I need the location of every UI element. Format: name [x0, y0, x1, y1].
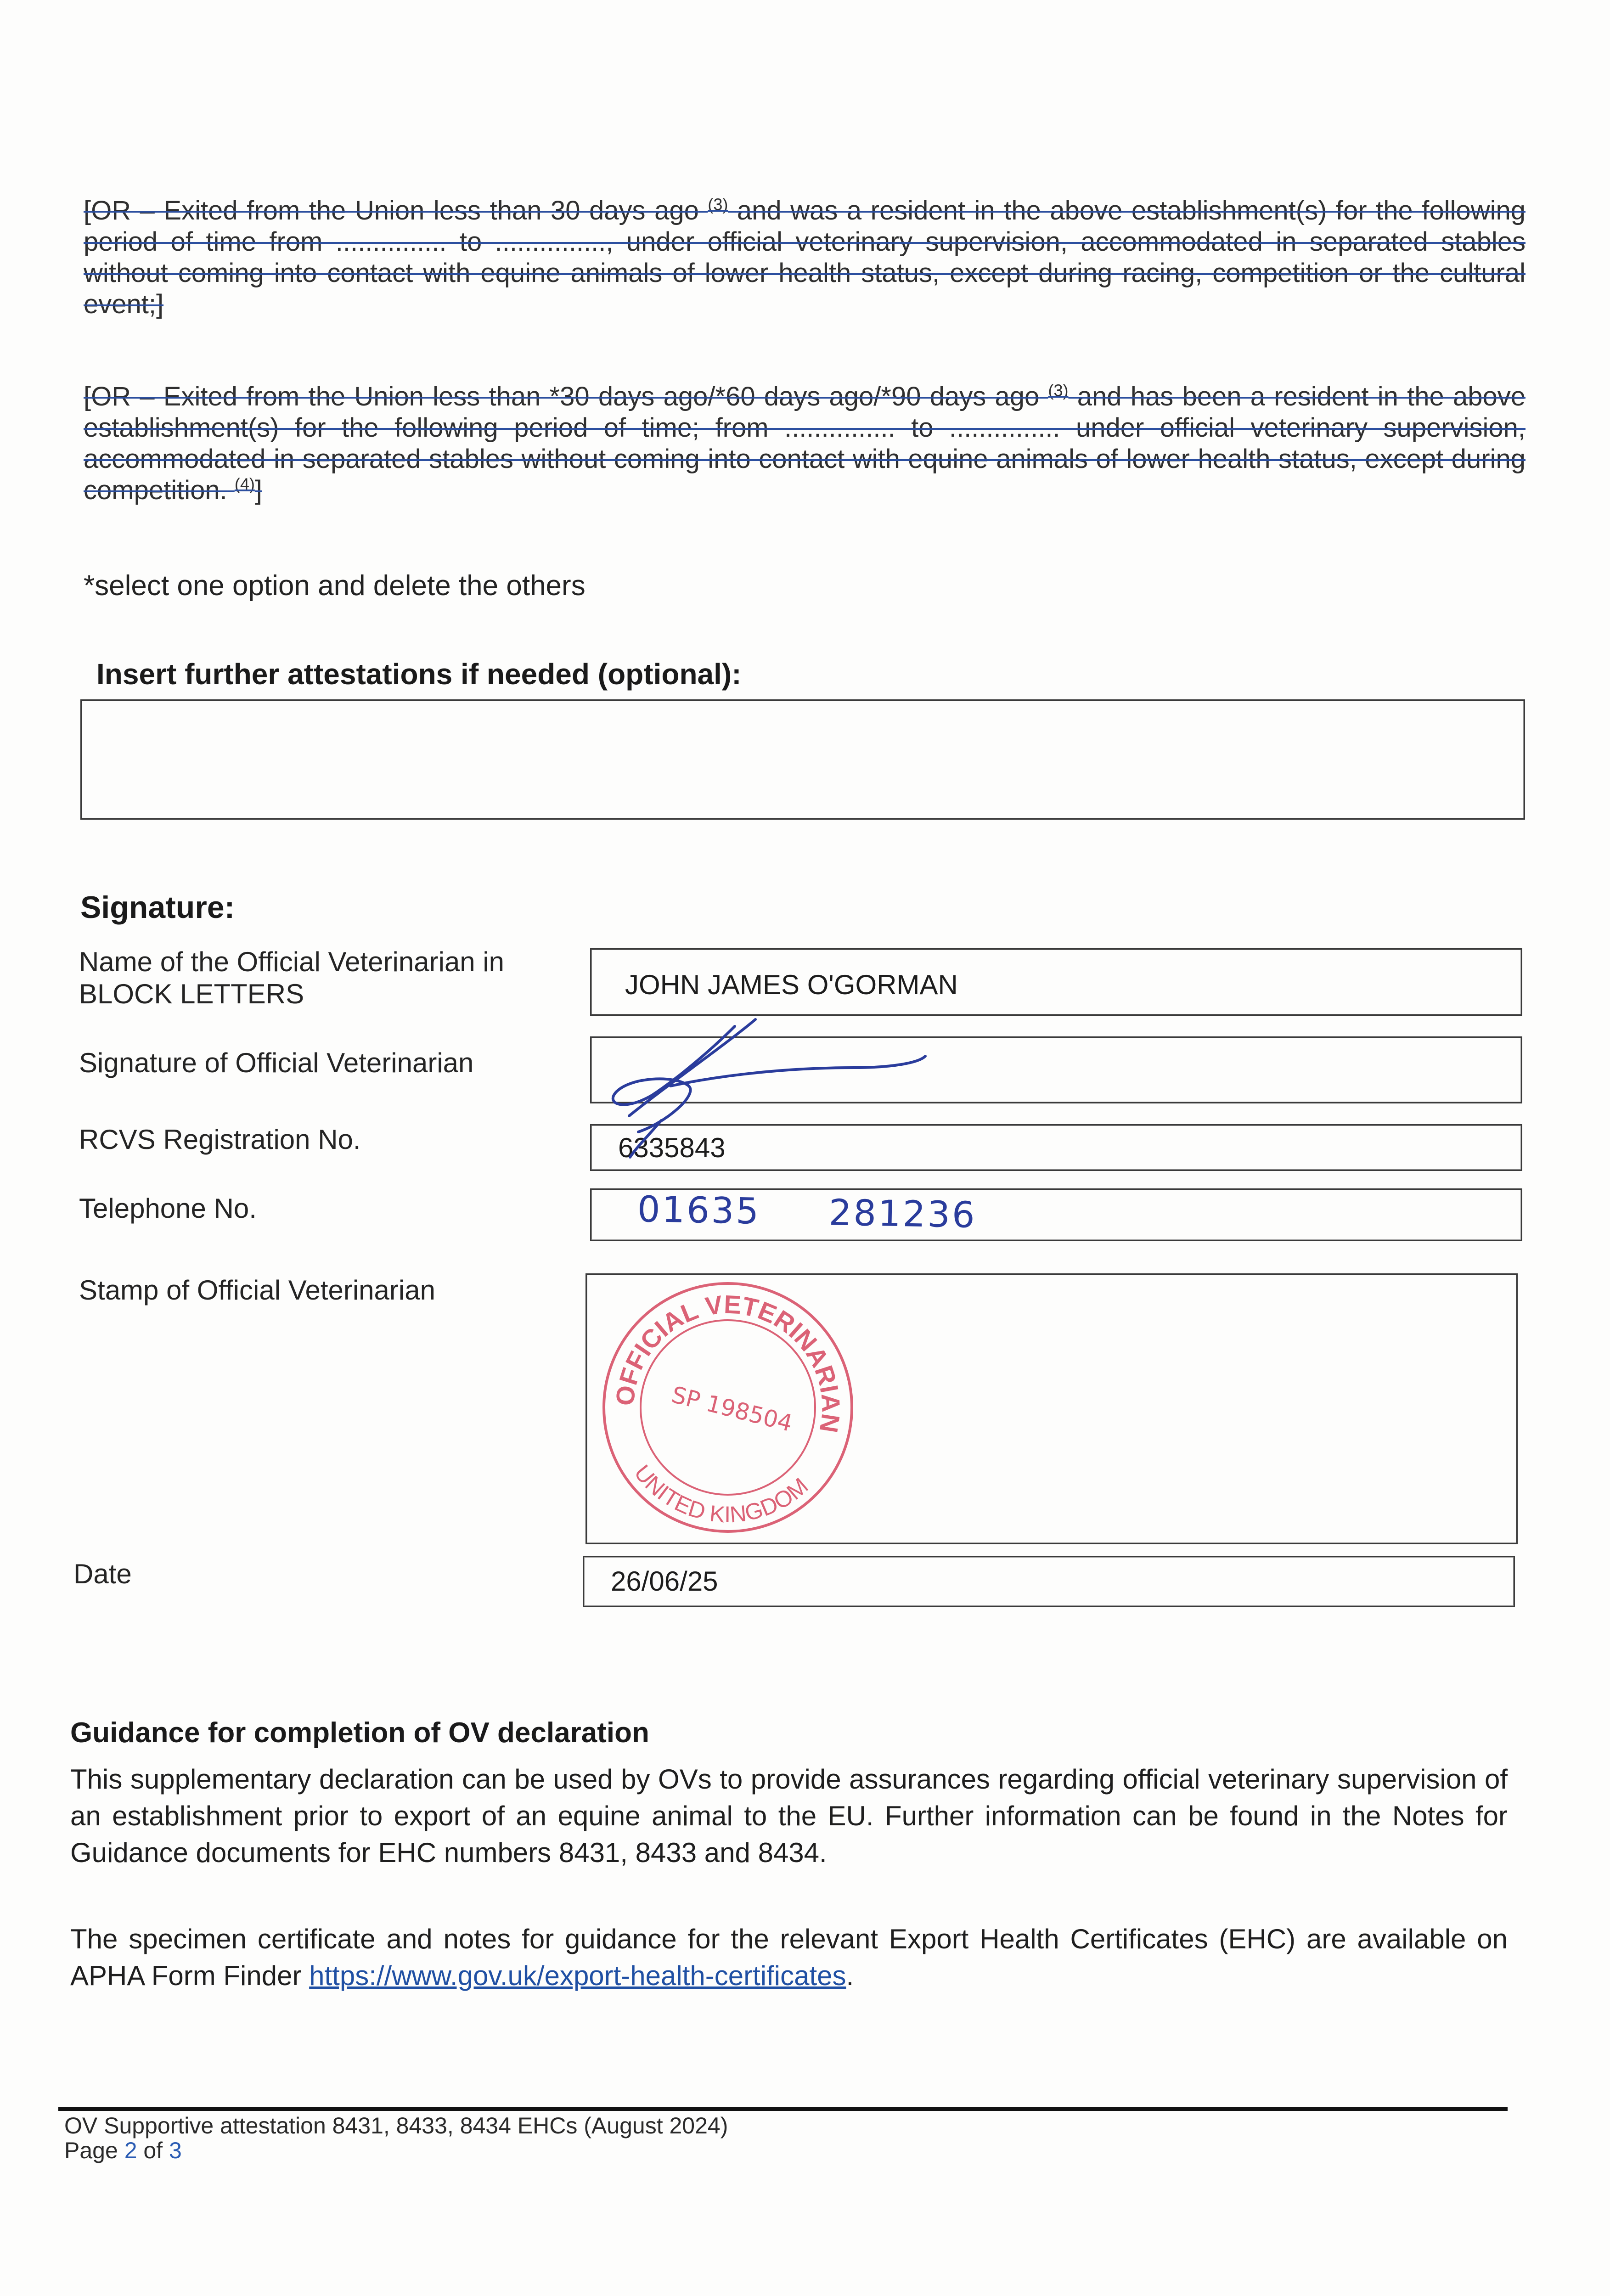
name-value: JOHN JAMES O'GORMAN	[625, 969, 958, 1000]
option-text: and was a resident in the above establishment(s) for the following period of time from ............... to ..............., under official veterinary supervision, accommodated in separated stables without coming into contact with equine animals of lower health status, except during racing, competition or the cultural event;]	[84, 196, 1526, 319]
rcvs-label: RCVS Registration No.	[79, 1124, 361, 1155]
signature-drawing	[597, 1017, 946, 1164]
of-label: of	[143, 2138, 163, 2163]
struck-option-30-days	[84, 195, 1526, 320]
page-label: Page	[64, 2138, 118, 2163]
specimen-text: The specimen certificate and notes for guidance for the relevant Export Health Certificates (EHC) are available on APHA Form Finder	[70, 1924, 1508, 1991]
footnote-ref: (3)	[708, 195, 728, 214]
date-value: 26/06/25	[611, 1566, 718, 1597]
telephone-value: 01635 281236	[637, 1189, 977, 1236]
option-text: [OR – Exited from the Union less than *30 days ago/*60 days ago/*90 days ago	[84, 382, 1040, 411]
stamp-ring-top-text: OFFICIAL VETERINARIAN	[610, 1289, 846, 1435]
telephone-field	[590, 1188, 1522, 1241]
footnote-ref: (3)	[1048, 381, 1069, 400]
signature-label: Signature of Official Veterinarian	[79, 1047, 474, 1078]
telephone-label: Telephone No.	[79, 1193, 257, 1224]
specimen-period: .	[846, 1960, 854, 1991]
date-field	[583, 1556, 1515, 1607]
stamp-ring-bottom-text: UNITED KINGDOM	[629, 1460, 813, 1528]
stamp-label: Stamp of Official Veterinarian	[79, 1275, 435, 1306]
footer-title: OV Supportive attestation 8431, 8433, 8434 EHCs (August 2024)	[64, 2113, 728, 2138]
total-pages: 3	[169, 2138, 182, 2163]
name-field	[590, 948, 1522, 1016]
footer-rule	[58, 2107, 1508, 2111]
signature-heading: Signature:	[80, 890, 235, 925]
further-attestations-heading: Insert further attestations if needed (optional):	[96, 658, 742, 691]
guidance-paragraph: This supplementary declaration can be used by OVs to provide assurances regarding official veterinary supervision of an establishment prior to export of an equine animal to the EU. Further information can be found in the Notes for Guidance documents for EHC numbers 8431, 8433 and 8434.	[70, 1764, 1508, 1868]
guidance-heading: Guidance for completion of OV declaration	[70, 1717, 649, 1749]
official-veterinarian-stamp	[597, 1277, 859, 1538]
further-attestations-box	[80, 699, 1525, 820]
current-page: 2	[124, 2138, 137, 2163]
export-health-certificates-link[interactable]: https://www.gov.uk/export-health-certificates	[309, 1960, 846, 1991]
option-text: [OR – Exited from the Union less than 30 days ago	[84, 196, 699, 225]
select-option-note: *select one option and delete the others	[84, 570, 585, 602]
page-number	[64, 2138, 182, 2163]
name-label: Name of the Official Veterinarian in BLOCK LETTERS	[79, 946, 505, 1009]
struck-option-30-60-90-days	[84, 381, 1526, 506]
specimen-paragraph	[70, 1921, 1508, 1994]
date-label: Date	[73, 1559, 132, 1589]
rcvs-value: 6335843	[618, 1132, 726, 1163]
footnote-ref: (4)	[234, 474, 255, 494]
option-text: and has been a resident in the above establishment(s) for the following period of time; from ............... to ............... under official veterinary supervision, accommodated in separated stables without coming into contact with equine animals of lower health status, except during competition.	[84, 382, 1526, 505]
option-text: ]	[254, 475, 262, 505]
stamp-center-text: SP 198504	[669, 1381, 795, 1437]
